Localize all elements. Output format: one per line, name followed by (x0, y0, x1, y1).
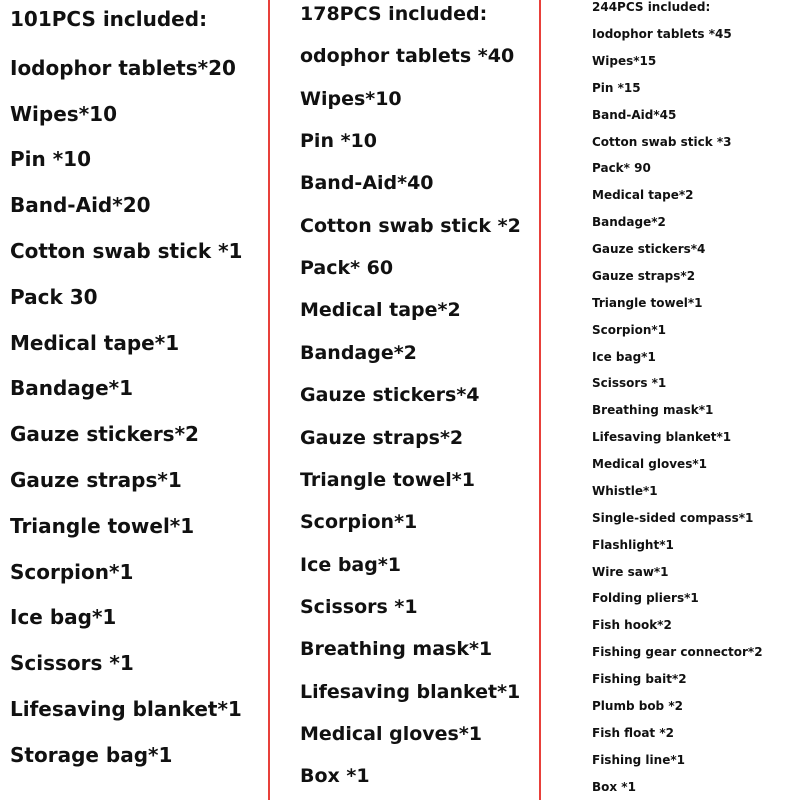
kit-item: Box *1 (592, 780, 636, 794)
kit-item: Gauze stickers*4 (300, 384, 480, 406)
kit-column-244 (544, 0, 800, 800)
kit-item: Bandage*1 (10, 376, 134, 400)
kit-item: Ice bag*1 (300, 554, 402, 576)
kit-item: Wipes*10 (300, 88, 402, 110)
kit-item: Gauze stickers*2 (10, 422, 199, 446)
kit-item: Pack 30 (10, 285, 98, 309)
kit-item: Wire saw*1 (592, 565, 669, 579)
kit-item: Pack* 60 (300, 257, 394, 279)
kit-item: Pin *10 (300, 130, 377, 152)
kit-item: Band-Aid*45 (592, 108, 677, 122)
kit-item: Gauze straps*1 (10, 468, 182, 492)
kit-heading: 244PCS included: (592, 0, 711, 14)
kit-item: Scorpion*1 (300, 511, 418, 533)
kit-item: Triangle towel*1 (10, 514, 195, 538)
kit-item: Cotton swab stick *3 (592, 135, 732, 149)
kit-item: Ice bag*1 (10, 605, 117, 629)
kit-item: Plumb bob *2 (592, 699, 683, 713)
kit-item: Iodophor tablets*20 (10, 56, 236, 80)
kit-item: Box *1 (300, 765, 370, 787)
kit-item: Scissors *1 (592, 376, 667, 390)
kit-item: Band-Aid*20 (10, 193, 151, 217)
kit-item: Medical gloves*1 (592, 457, 707, 471)
kit-item: Fish float *2 (592, 726, 674, 740)
kit-item: Medical tape*2 (300, 299, 461, 321)
kit-item: Fish hook*2 (592, 618, 672, 632)
kit-heading: 101PCS included: (10, 7, 208, 31)
kit-item: Scissors *1 (300, 596, 418, 618)
kit-item: Lifesaving blanket*1 (592, 430, 732, 444)
kit-item: Scissors *1 (10, 651, 134, 675)
kit-item: Scorpion*1 (592, 323, 667, 337)
kit-item: Wipes*10 (10, 102, 117, 126)
kit-item: Lifesaving blanket*1 (300, 681, 521, 703)
kit-item: Bandage*2 (592, 215, 666, 229)
kit-item: Bandage*2 (300, 342, 417, 364)
kit-item: Medical gloves*1 (300, 723, 483, 745)
kit-item: odophor tablets *40 (300, 45, 515, 67)
kit-item: Fishing line*1 (592, 753, 685, 767)
kit-item: Lifesaving blanket*1 (10, 697, 242, 721)
kit-heading: 178PCS included: (300, 3, 488, 25)
kit-item: Pin *10 (10, 147, 92, 171)
kit-item: Whistle*1 (592, 484, 658, 498)
kit-item: Fishing gear connector*2 (592, 645, 763, 659)
kit-item: Medical tape*2 (592, 188, 694, 202)
kit-item: Gauze stickers*4 (592, 242, 706, 256)
kit-column-178 (272, 0, 540, 800)
kit-item: Cotton swab stick *2 (300, 215, 521, 237)
kit-item: Storage bag*1 (10, 743, 173, 767)
kit-item: Medical tape*1 (10, 331, 180, 355)
kit-item: Breathing mask*1 (300, 638, 493, 660)
kit-item: Wipes*15 (592, 54, 657, 68)
kit-item: Iodophor tablets *45 (592, 27, 732, 41)
kit-item: Triangle towel*1 (592, 296, 703, 310)
kit-item: Folding pliers*1 (592, 591, 699, 605)
kit-item: Pin *15 (592, 81, 641, 95)
kit-item: Gauze straps*2 (592, 269, 696, 283)
kit-item: Gauze straps*2 (300, 427, 464, 449)
kit-item: Band-Aid*40 (300, 172, 434, 194)
kit-item: Triangle towel*1 (300, 469, 475, 491)
kit-item: Scorpion*1 (10, 560, 134, 584)
kit-item: Ice bag*1 (592, 350, 656, 364)
kit-item: Breathing mask*1 (592, 403, 714, 417)
kit-item: Flashlight*1 (592, 538, 674, 552)
kit-item: Pack* 90 (592, 161, 651, 175)
column-divider (268, 0, 270, 800)
kit-item: Single-sided compass*1 (592, 511, 754, 525)
column-divider (539, 0, 541, 800)
kit-item: Fishing bait*2 (592, 672, 687, 686)
kit-item: Cotton swab stick *1 (10, 239, 243, 263)
kit-column-101 (0, 0, 268, 800)
